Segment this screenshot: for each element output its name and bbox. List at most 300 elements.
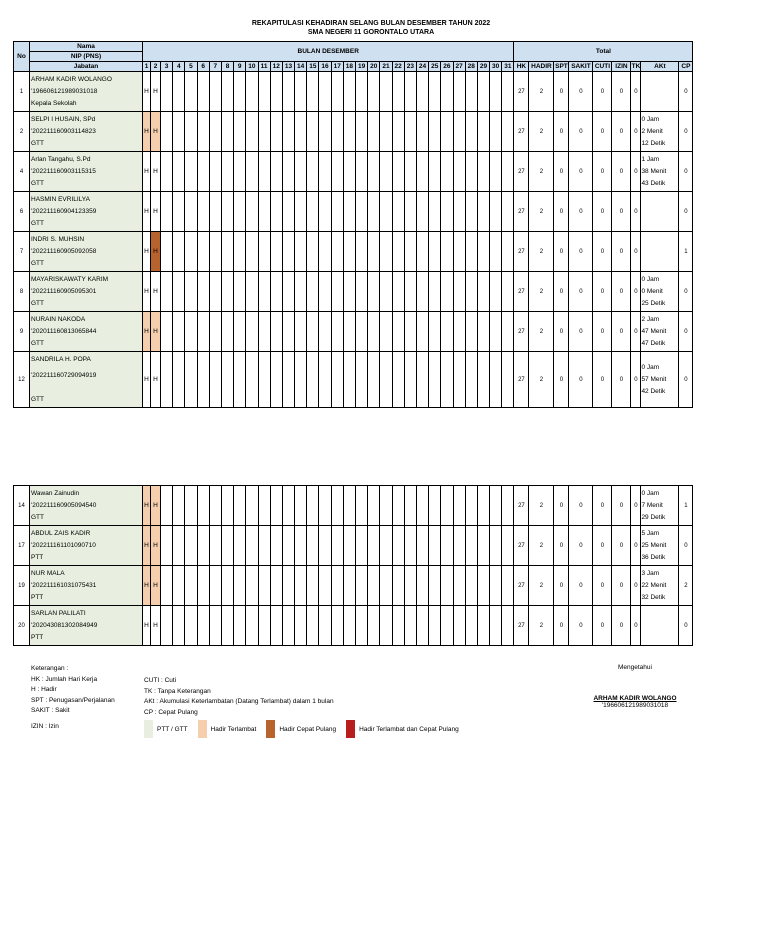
akt-line xyxy=(641,194,678,206)
day-cell xyxy=(319,272,331,312)
day-cell xyxy=(307,566,319,606)
day-cell xyxy=(368,112,380,152)
employee-info xyxy=(30,526,143,566)
day-cell xyxy=(282,486,294,526)
employee-nip: '196606121989031018 xyxy=(31,87,98,95)
day-header: 5 xyxy=(185,62,197,72)
akt-line xyxy=(641,98,678,110)
day-header: 26 xyxy=(441,62,453,72)
total-tk: 0 xyxy=(631,272,641,312)
day-cell xyxy=(331,352,343,408)
total-akt xyxy=(641,312,679,352)
day-cell xyxy=(356,192,368,232)
day-cell xyxy=(356,352,368,408)
day-cell xyxy=(161,152,173,192)
report-titles xyxy=(0,19,742,37)
day-cell xyxy=(465,606,477,646)
day-cell xyxy=(490,526,502,566)
day-cell xyxy=(331,526,343,566)
total-spt: 0 xyxy=(554,232,569,272)
day-cell xyxy=(441,566,453,606)
day-cell xyxy=(173,312,185,352)
total-header: IZIN xyxy=(612,62,631,72)
day-cell: H xyxy=(151,72,161,112)
day-cell xyxy=(502,192,514,232)
day-cell xyxy=(258,72,270,112)
day-cell xyxy=(368,232,380,272)
akt-line xyxy=(641,234,678,246)
total-hk: 27 xyxy=(514,606,529,646)
day-cell xyxy=(429,192,441,232)
day-cell xyxy=(185,606,197,646)
day-cell xyxy=(161,272,173,312)
day-cell xyxy=(465,72,477,112)
day-cell xyxy=(173,152,185,192)
day-cell xyxy=(270,232,282,272)
total-cuti: 0 xyxy=(593,152,612,192)
day-cell xyxy=(441,606,453,646)
akt-line: 42 Detik xyxy=(641,387,666,395)
day-cell xyxy=(197,152,209,192)
employee-info xyxy=(30,152,143,192)
day-cell xyxy=(221,112,233,152)
day-header: 28 xyxy=(465,62,477,72)
day-cell xyxy=(490,152,502,192)
day-cell xyxy=(185,272,197,312)
row-number: 19 xyxy=(14,566,30,606)
day-cell xyxy=(246,272,258,312)
akt-line: 36 Detik xyxy=(641,553,666,561)
day-cell xyxy=(209,192,221,232)
day-cell xyxy=(295,192,307,232)
day-cell xyxy=(173,232,185,272)
day-cell xyxy=(356,526,368,566)
total-sakit: 0 xyxy=(569,232,593,272)
row-number: 8 xyxy=(14,272,30,312)
employee-nip: '202211160729094919 xyxy=(31,371,97,379)
day-cell xyxy=(416,486,428,526)
total-sakit: 0 xyxy=(569,272,593,312)
day-cell xyxy=(295,566,307,606)
day-cell xyxy=(441,312,453,352)
day-cell xyxy=(319,112,331,152)
day-header: 20 xyxy=(368,62,380,72)
day-cell xyxy=(319,72,331,112)
employee-info xyxy=(30,312,143,352)
day-cell xyxy=(465,566,477,606)
day-cell xyxy=(465,352,477,408)
total-hk: 27 xyxy=(514,112,529,152)
total-hk: 27 xyxy=(514,232,529,272)
day-cell xyxy=(161,566,173,606)
day-cell: H xyxy=(143,566,151,606)
day-cell xyxy=(465,312,477,352)
attendance-table-2 xyxy=(13,485,693,646)
row-number: 17 xyxy=(14,526,30,566)
employee-name: Wawan Zainudin xyxy=(31,489,80,497)
total-hk: 27 xyxy=(514,272,529,312)
day-cell xyxy=(343,112,355,152)
akt-line: 0 Jam xyxy=(641,489,660,497)
day-cell xyxy=(453,566,465,606)
day-cell xyxy=(416,566,428,606)
table-row xyxy=(14,152,693,192)
total-akt xyxy=(641,272,679,312)
day-cell xyxy=(477,152,489,192)
day-cell xyxy=(221,232,233,272)
day-cell xyxy=(282,152,294,192)
akt-line: 12 Detik xyxy=(641,139,666,147)
employee-nip: '202211160903115315 xyxy=(31,167,96,175)
total-hadir: 2 xyxy=(529,526,554,566)
total-spt: 0 xyxy=(554,272,569,312)
day-cell xyxy=(490,192,502,232)
total-hk: 27 xyxy=(514,352,529,408)
day-cell xyxy=(416,526,428,566)
legend-item: SPT : Penugasan/Perjalanan xyxy=(31,696,115,704)
day-cell xyxy=(270,606,282,646)
total-tk: 0 xyxy=(631,112,641,152)
total-izin: 0 xyxy=(612,72,631,112)
day-cell xyxy=(307,606,319,646)
day-cell xyxy=(221,566,233,606)
day-header: 6 xyxy=(197,62,209,72)
row-number: 12 xyxy=(14,352,30,408)
day-cell xyxy=(490,352,502,408)
day-cell xyxy=(197,272,209,312)
total-header: SPT xyxy=(555,62,568,70)
row-number: 14 xyxy=(14,486,30,526)
day-cell xyxy=(307,72,319,112)
day-cell xyxy=(356,566,368,606)
day-cell xyxy=(380,272,392,312)
total-tk: 0 xyxy=(631,352,641,408)
day-cell xyxy=(234,606,246,646)
day-cell xyxy=(477,606,489,646)
total-hadir: 2 xyxy=(529,152,554,192)
day-cell xyxy=(368,72,380,112)
akt-line xyxy=(641,620,678,632)
day-cell xyxy=(404,312,416,352)
day-cell xyxy=(465,272,477,312)
total-header: CP xyxy=(679,62,693,72)
day-cell xyxy=(404,486,416,526)
total-izin: 0 xyxy=(612,486,631,526)
day-cell xyxy=(356,606,368,646)
akt-line: 7 Menit xyxy=(641,501,663,509)
day-cell xyxy=(270,352,282,408)
total-akt xyxy=(641,152,679,192)
day-cell xyxy=(441,486,453,526)
day-cell xyxy=(282,112,294,152)
day-cell xyxy=(331,192,343,232)
col-total-header: Total xyxy=(514,42,693,62)
swatch-label: PTT / GTT xyxy=(157,725,188,733)
swatch-late-and-early xyxy=(346,720,355,738)
day-cell xyxy=(295,606,307,646)
day-cell xyxy=(477,486,489,526)
day-cell xyxy=(331,112,343,152)
total-hadir: 2 xyxy=(529,112,554,152)
day-cell xyxy=(380,352,392,408)
total-izin: 0 xyxy=(612,606,631,646)
total-izin: 0 xyxy=(612,312,631,352)
day-cell xyxy=(161,312,173,352)
day-header: 17 xyxy=(331,62,343,72)
day-cell xyxy=(209,486,221,526)
day-cell xyxy=(197,352,209,408)
day-cell: H xyxy=(143,526,151,566)
total-spt: 0 xyxy=(554,526,569,566)
day-cell xyxy=(441,352,453,408)
employee-role: GTT xyxy=(31,219,44,227)
day-cell xyxy=(453,606,465,646)
row-number: 6 xyxy=(14,192,30,232)
day-cell xyxy=(380,566,392,606)
day-cell xyxy=(343,72,355,112)
total-cp: 0 xyxy=(679,192,693,232)
day-cell xyxy=(234,112,246,152)
day-cell xyxy=(307,152,319,192)
akt-line: 47 Detik xyxy=(641,339,666,347)
total-hadir: 2 xyxy=(529,232,554,272)
total-cuti: 0 xyxy=(593,526,612,566)
day-cell xyxy=(234,486,246,526)
legend-item: HK : Jumlah Hari Kerja xyxy=(31,675,98,683)
total-spt: 0 xyxy=(554,566,569,606)
total-cuti: 0 xyxy=(593,486,612,526)
akt-line: 0 Jam xyxy=(641,275,660,283)
day-cell xyxy=(429,352,441,408)
row-number: 20 xyxy=(14,606,30,646)
day-cell xyxy=(441,192,453,232)
total-spt: 0 xyxy=(554,152,569,192)
akt-line: 2 Menit xyxy=(641,127,663,135)
day-cell xyxy=(331,486,343,526)
employee-nip: '202211160905092058 xyxy=(31,247,97,255)
total-tk: 0 xyxy=(631,232,641,272)
employee-role: GTT xyxy=(31,259,44,267)
total-spt: 0 xyxy=(554,606,569,646)
day-cell xyxy=(282,272,294,312)
total-cuti: 0 xyxy=(593,352,612,408)
total-izin: 0 xyxy=(612,152,631,192)
day-cell xyxy=(356,312,368,352)
day-cell xyxy=(502,566,514,606)
day-cell xyxy=(343,566,355,606)
legend-item: CP : Cepat Pulang xyxy=(144,708,198,716)
employee-name: SANDRILA H. POPA xyxy=(31,355,91,363)
day-cell xyxy=(270,566,282,606)
day-cell: H xyxy=(143,486,151,526)
day-cell xyxy=(234,72,246,112)
total-cuti: 0 xyxy=(593,72,612,112)
day-cell xyxy=(331,312,343,352)
day-header: 10 xyxy=(246,62,258,72)
total-sakit: 0 xyxy=(569,192,593,232)
day-cell xyxy=(490,232,502,272)
total-spt: 0 xyxy=(554,486,569,526)
day-cell xyxy=(356,152,368,192)
employee-nip: '202211160903114823 xyxy=(31,127,96,135)
swatch-label: Hadir Terlambat xyxy=(210,725,257,733)
employee-name: NURAIN NAKODA xyxy=(31,315,86,323)
day-cell xyxy=(197,192,209,232)
day-cell: H xyxy=(151,272,161,312)
day-header: 8 xyxy=(221,62,233,72)
day-cell xyxy=(185,486,197,526)
legend-heading: Keterangan : xyxy=(31,665,69,672)
table-row xyxy=(14,272,693,312)
employee-info xyxy=(30,192,143,232)
day-cell xyxy=(404,152,416,192)
day-cell xyxy=(404,232,416,272)
total-cp: 0 xyxy=(679,312,693,352)
day-cell xyxy=(453,486,465,526)
report-subtitle: SMA NEGERI 11 GORONTALO UTARA xyxy=(307,29,435,36)
day-cell xyxy=(209,352,221,408)
day-cell xyxy=(404,72,416,112)
day-cell xyxy=(282,192,294,232)
employee-name: ABDUL ZAIS KADIR xyxy=(31,529,91,537)
col-nip-header: NIP (PNS) xyxy=(30,52,143,62)
day-cell xyxy=(453,112,465,152)
day-cell xyxy=(392,566,404,606)
day-cell xyxy=(404,526,416,566)
day-cell xyxy=(477,72,489,112)
day-cell xyxy=(429,272,441,312)
total-izin: 0 xyxy=(612,566,631,606)
signature-block xyxy=(585,664,685,709)
day-cell xyxy=(209,112,221,152)
legend-left xyxy=(31,664,115,732)
total-hadir: 2 xyxy=(529,72,554,112)
day-header: 23 xyxy=(404,62,416,72)
employee-name: SARLAN PALILATI xyxy=(31,609,86,617)
employee-name: HASMIN EVRILILYA xyxy=(31,195,90,203)
legend-swatches xyxy=(144,720,469,738)
table-row xyxy=(14,486,693,526)
day-header: 9 xyxy=(234,62,246,72)
day-cell xyxy=(453,272,465,312)
day-cell xyxy=(404,272,416,312)
day-cell xyxy=(319,192,331,232)
day-cell xyxy=(331,232,343,272)
day-cell xyxy=(502,232,514,272)
day-header: 27 xyxy=(453,62,465,72)
day-cell xyxy=(197,486,209,526)
employee-info xyxy=(30,352,143,408)
day-cell xyxy=(185,232,197,272)
day-cell xyxy=(429,152,441,192)
total-akt xyxy=(641,232,679,272)
day-header: 18 xyxy=(343,62,355,72)
day-cell: H xyxy=(151,312,161,352)
day-cell: H xyxy=(143,352,151,408)
day-cell xyxy=(161,232,173,272)
day-cell xyxy=(246,232,258,272)
day-cell xyxy=(295,152,307,192)
day-cell xyxy=(270,152,282,192)
day-cell xyxy=(246,72,258,112)
day-cell xyxy=(380,312,392,352)
col-nama-header: Nama xyxy=(30,42,143,52)
day-cell xyxy=(246,192,258,232)
day-cell xyxy=(453,152,465,192)
day-cell xyxy=(319,606,331,646)
day-cell xyxy=(441,152,453,192)
day-cell xyxy=(258,526,270,566)
day-cell xyxy=(441,72,453,112)
day-cell xyxy=(404,192,416,232)
legend-item: AKt : Akumulasi Keterlambatan (Datang Terlambat) dalam 1 bulan xyxy=(144,698,334,705)
signature-nip: '196606121989031018 xyxy=(601,702,669,709)
table-row xyxy=(14,352,693,408)
day-cell xyxy=(331,272,343,312)
day-cell xyxy=(246,312,258,352)
day-cell xyxy=(221,192,233,232)
day-cell xyxy=(258,486,270,526)
day-cell xyxy=(270,112,282,152)
akt-line: 32 Detik xyxy=(641,593,666,601)
day-cell xyxy=(416,72,428,112)
akt-line: 5 Jam xyxy=(641,529,660,537)
day-cell xyxy=(185,112,197,152)
day-cell: H xyxy=(151,152,161,192)
employee-info xyxy=(30,272,143,312)
day-cell xyxy=(380,526,392,566)
day-cell xyxy=(295,272,307,312)
akt-line: 38 Menit xyxy=(641,167,667,175)
day-cell xyxy=(356,72,368,112)
day-cell xyxy=(282,232,294,272)
day-header: 13 xyxy=(282,62,294,72)
total-cuti: 0 xyxy=(593,312,612,352)
day-cell xyxy=(185,72,197,112)
day-cell xyxy=(477,192,489,232)
day-header: 31 xyxy=(502,62,514,72)
day-cell xyxy=(258,312,270,352)
total-tk: 0 xyxy=(631,486,641,526)
total-header: HK xyxy=(514,62,529,72)
day-cell xyxy=(502,606,514,646)
table-row xyxy=(14,566,693,606)
employee-role: GTT xyxy=(31,395,44,403)
day-cell xyxy=(416,312,428,352)
day-cell xyxy=(173,526,185,566)
total-hk: 27 xyxy=(514,486,529,526)
day-cell xyxy=(234,312,246,352)
day-cell xyxy=(356,232,368,272)
total-cuti: 0 xyxy=(593,566,612,606)
day-cell xyxy=(490,566,502,606)
table-row xyxy=(14,232,693,272)
day-cell xyxy=(490,606,502,646)
day-cell xyxy=(282,352,294,408)
day-cell xyxy=(197,606,209,646)
row-number: 1 xyxy=(14,72,30,112)
day-cell xyxy=(368,606,380,646)
day-cell xyxy=(221,352,233,408)
employee-name: INDRI S. MUHSIN xyxy=(31,235,85,243)
day-cell xyxy=(197,232,209,272)
day-cell xyxy=(319,232,331,272)
day-cell xyxy=(270,272,282,312)
day-cell xyxy=(221,312,233,352)
total-hk: 27 xyxy=(514,72,529,112)
total-header: AKt xyxy=(641,62,679,72)
total-hadir: 2 xyxy=(529,352,554,408)
